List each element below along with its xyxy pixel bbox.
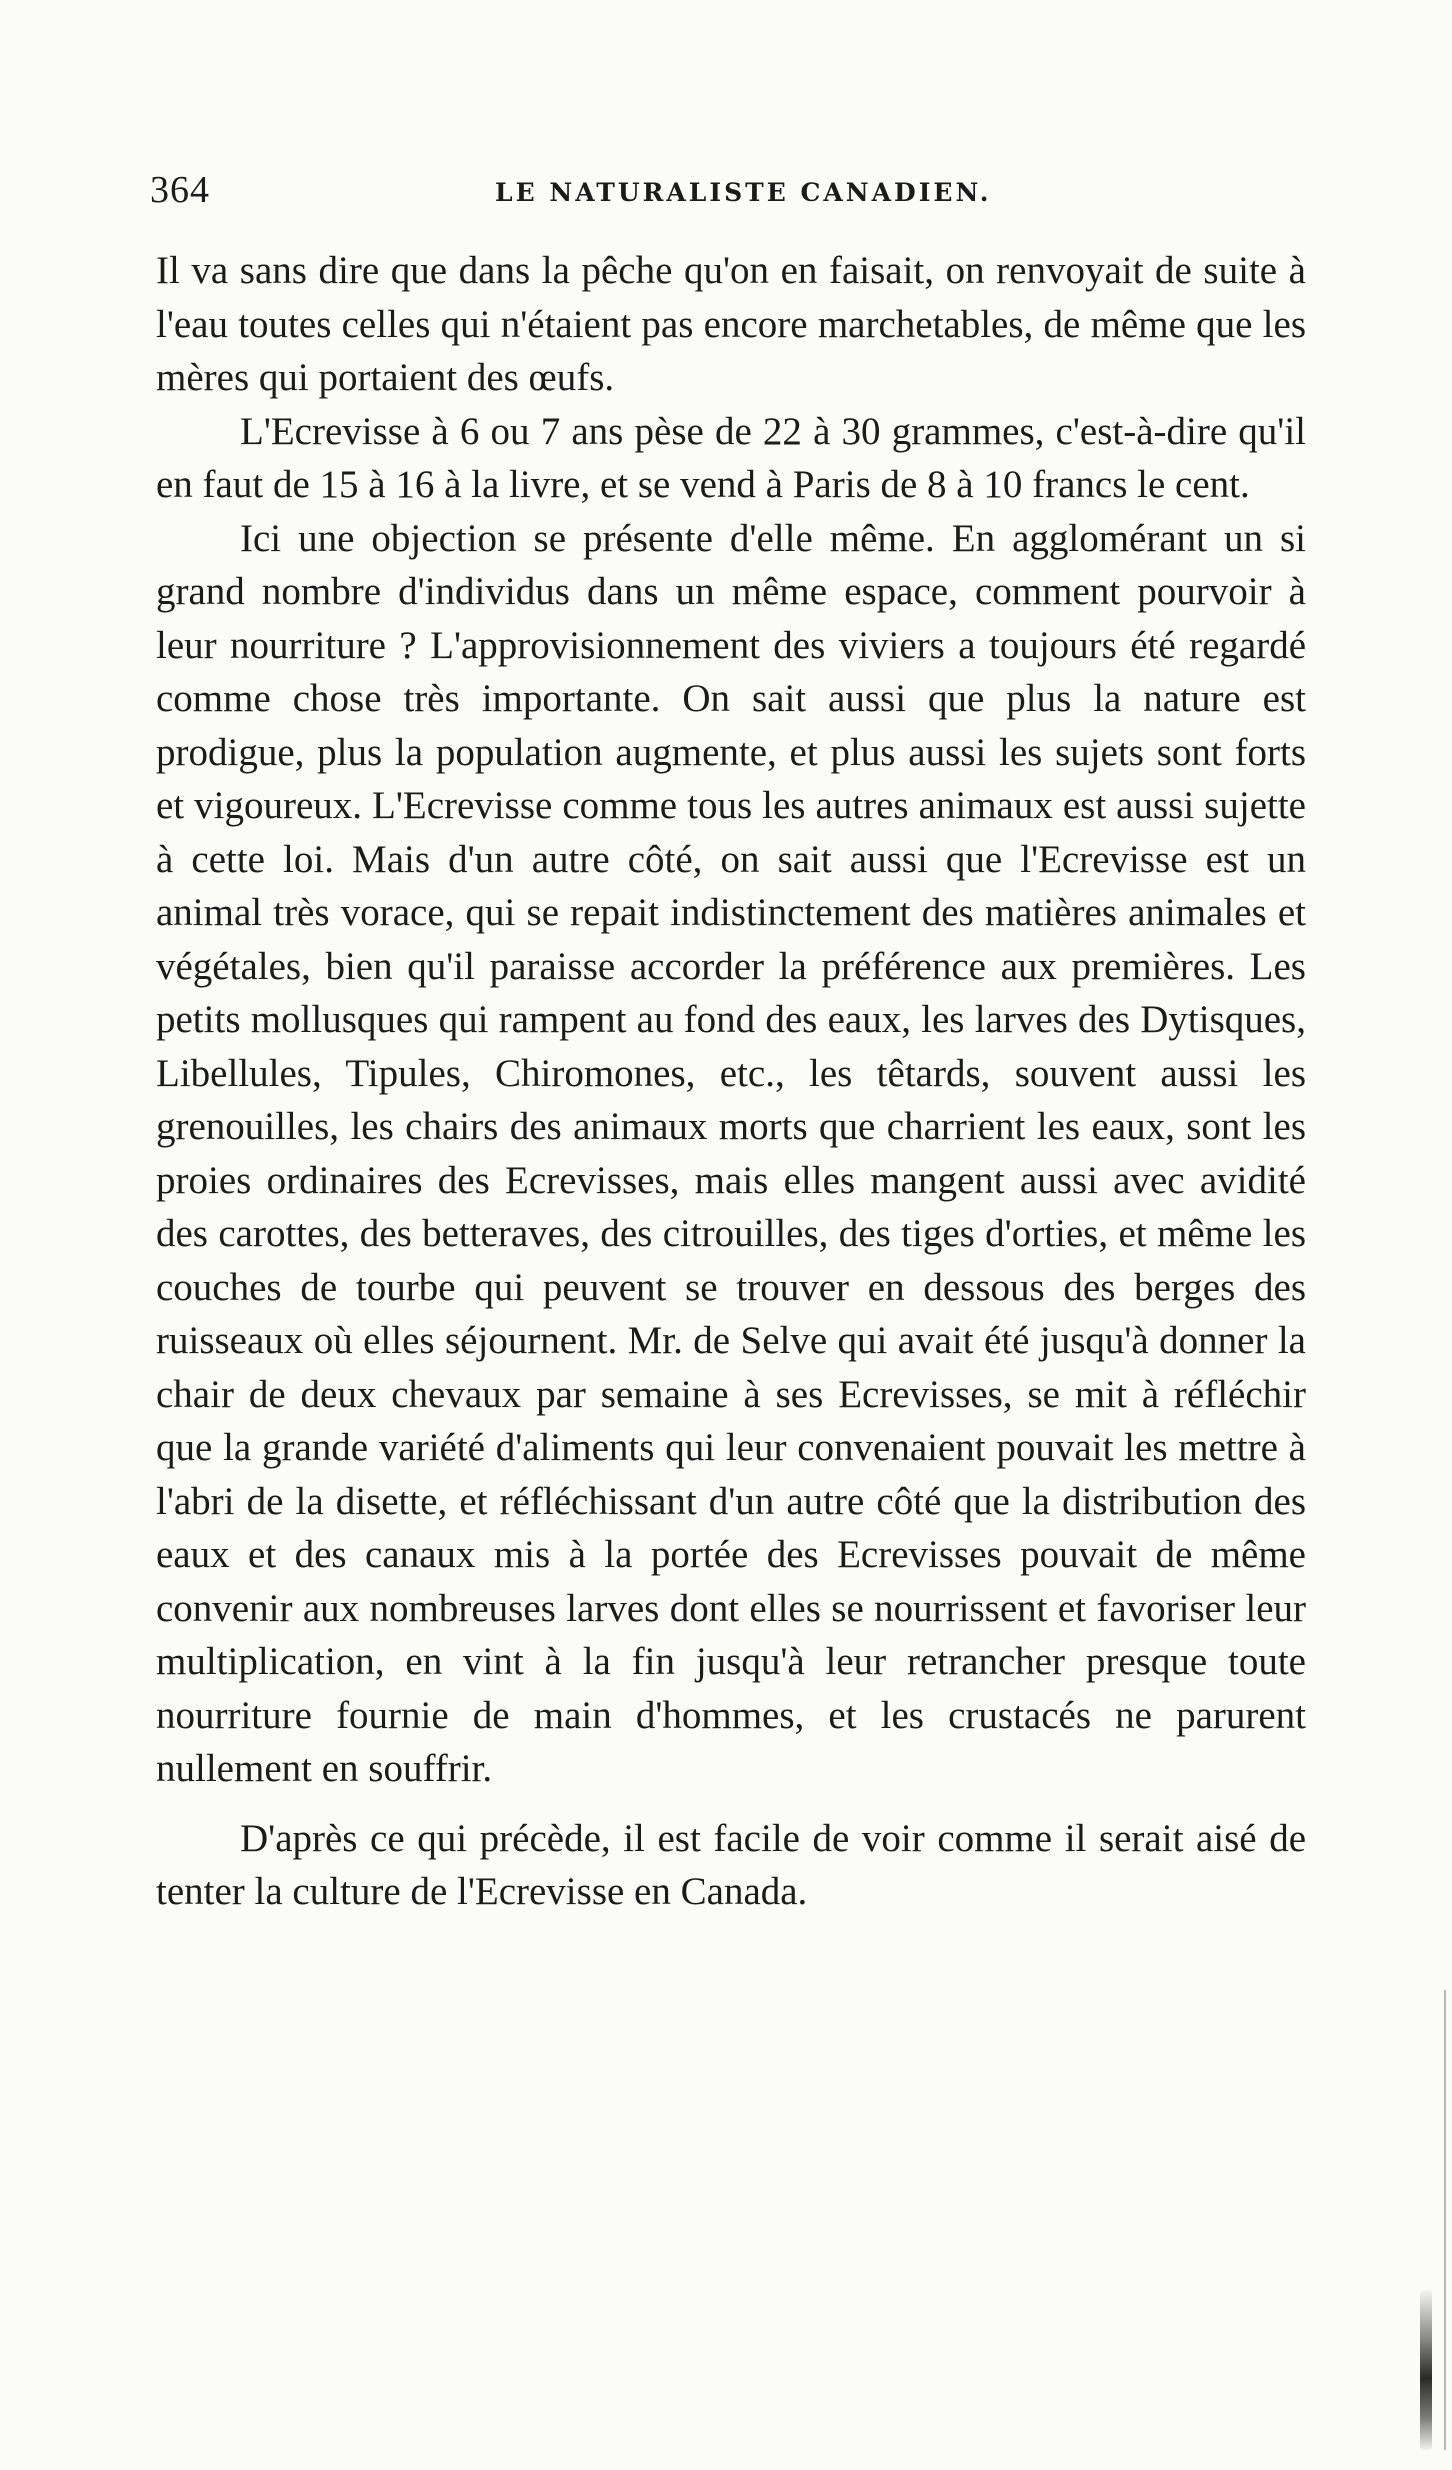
paragraph-4: D'après ce qui précède, il est facile de voir comme il serait aisé de tenter la culture de l'Ecrevisse en Canada. (156, 1816, 1306, 1913)
body-text (156, 244, 1306, 1919)
running-head (150, 168, 1310, 218)
paragraph-1: Il va sans dire que dans la pêche qu'on en faisait, on renvoyait de suite à l'eau toutes celles qui n'étaient pas encore marchetables, de même que les mères qui portaient des œufs. (156, 249, 1306, 399)
journal-title: LE NATURALISTE CANADIEN. (495, 178, 992, 207)
paragraph-2: L'Ecrevisse à 6 ou 7 ans pèse de 22 à 30 grammes, c'est-à-dire qu'il en faut de 15 à 16 à la livre, et se vend à Paris de 8 à 10 francs le cent. (156, 409, 1306, 506)
margin-ink-mark (1420, 2290, 1432, 2450)
page-number: 364 (150, 169, 210, 211)
paragraph-3: Ici une objection se présente d'elle même. En agglomérant un si grand nombre d'individus dans un même espace, comment pourvoir à leur nourriture ? L'approvisionnement des viviers a toujours été regardé comme chose très importante. On sait aussi que plus la nature est prodigue, plus la population augmente, et plus aussi les sujets sont forts et vigoureux. L'Ecrevisse comme tous les autres animaux est aussi sujette à cette loi. Mais d'un autre côté, on sait aussi que l'Ecrevisse est un animal très vorace, qui se repait indistinctement des matières animales et végétales, bien qu'il paraisse accorder la préférence aux premières. Les petits mollusques qui rampent au fond des eaux, les larves des Dytisques, Libellules, Tipules, Chiromones, etc., les têtards, souvent aussi les grenouilles, les chairs des animaux morts que charrient les eaux, sont les proies ordinaires des Ecrevisses, mais elles mangent aussi avec avidité des carottes, des betteraves, des citrouilles, des tiges d'orties, et même les couches de tourbe qui peuvent se trouver en dessous des berges des ruisseaux où elles séjournent. Mr. de Selve qui avait été jusqu'à donner la chair de deux chevaux par semaine à ses Ecrevisses, se mit à réfléchir que la grande variété d'aliments qui leur convenaient pouvait les mettre à l'abri de la disette, et réfléchissant d'un autre côté que la distribution des eaux et des canaux mis à la portée des Ecrevisses pouvait de même convenir aux nombreuses larves dont elles se nourrissent et favoriser leur multiplication, en vint à la fin jusqu'à leur retrancher presque toute nourriture fournie de main d'hommes, et les crustacés ne parurent nullement en souffrir. (156, 516, 1306, 1790)
page-edge-shadow (1444, 1990, 1446, 2450)
